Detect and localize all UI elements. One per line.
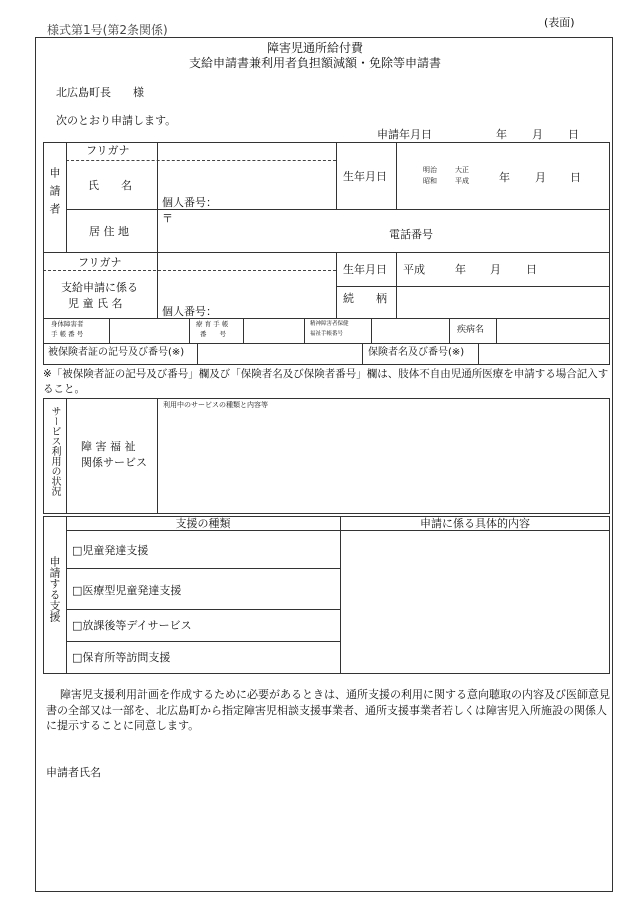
table-line — [336, 142, 337, 209]
rehab-cert-label-line2: 番 号 — [200, 330, 226, 338]
child-dob-era: 平成 — [403, 263, 425, 276]
table-line — [43, 318, 610, 319]
table-line — [371, 318, 372, 343]
child-dob-month: 月 — [490, 263, 501, 276]
application-date-day: 日 — [568, 128, 579, 141]
table-line — [243, 318, 244, 343]
support-option-after-school-day-service[interactable]: □放課後等デイサービス — [72, 619, 192, 632]
table-line — [609, 142, 610, 364]
table-line — [396, 252, 397, 318]
support-detail-header: 申請に係る具体的内容 — [420, 517, 530, 530]
insurer-label: 保険者名及び番号(※) — [368, 347, 465, 358]
table-line — [43, 142, 44, 364]
postal-mark: 〒 — [162, 212, 173, 225]
table-line — [43, 513, 610, 514]
applicant-dob-label: 生年月日 — [343, 170, 387, 183]
table-line — [43, 673, 610, 674]
physical-cert-label-line2: 手 帳 番 号 — [51, 330, 84, 338]
consent-statement: 障害児支援利用計画を作成するために必要があるときは、通所支援の利用に関する意向聴取の内容及び医師意見書の全部又は一部を、北広島町から指定障害児相談支援事業者、通所支援事業者若しくは障害児入所施設の関係人に提示することに同意します。 — [46, 688, 610, 733]
mental-cert-label-line2: 福祉手帳番号 — [310, 331, 344, 337]
era-meiji: 明治 — [423, 166, 437, 174]
table-line — [336, 286, 610, 287]
table-line — [340, 516, 341, 673]
form-number: 様式第1号(第2条関係) — [47, 23, 168, 37]
form-title-line2: 支給申請書兼利用者負担額減額・免除等申請書 — [188, 56, 441, 70]
table-line — [43, 270, 336, 271]
table-line — [66, 160, 336, 161]
table-line — [66, 516, 67, 673]
child-dob-day: 日 — [526, 263, 537, 276]
applicant-section-label: 申請者 — [48, 167, 61, 221]
table-line — [66, 641, 340, 642]
child-relation-label: 続 柄 — [343, 292, 387, 305]
disease-label: 疾病名 — [457, 325, 485, 335]
child-dob-year: 年 — [455, 263, 466, 276]
rehab-cert-label-line1: 療 育 手 帳 — [196, 320, 229, 328]
table-line — [449, 318, 450, 343]
mental-cert-label-line1: 精神障害者保健 — [310, 321, 349, 327]
table-line — [109, 318, 110, 343]
table-line — [496, 318, 497, 343]
era-taisho: 大正 — [455, 166, 469, 174]
table-line — [66, 568, 340, 569]
table-line — [304, 318, 305, 343]
applicant-signature-label: 申請者氏名 — [46, 766, 101, 779]
support-option-medical-child-development[interactable]: □医療型児童発達支援 — [72, 584, 182, 597]
era-heisei: 平成 — [455, 177, 469, 185]
table-line — [43, 142, 610, 143]
table-line — [43, 364, 610, 365]
table-line — [197, 343, 198, 364]
applicant-dob-month: 月 — [535, 171, 546, 184]
service-status-section-label: サービス利用の状況 — [49, 406, 60, 496]
applicant-dob-day: 日 — [570, 171, 581, 184]
insurance-note: ※「被保険者証の記号及び番号」欄及び「保険者名及び保険者番号」欄は、肢体不自由児通所医療を申請する場合記入すること。 — [43, 368, 609, 395]
table-line — [336, 252, 337, 318]
table-line — [66, 609, 340, 610]
physical-cert-label-line1: 身体障害者 — [51, 320, 84, 328]
applicant-dob-year: 年 — [499, 171, 510, 184]
table-line — [43, 516, 44, 673]
application-date-label: 申請年月日 — [377, 128, 432, 141]
applicant-furigana-label: フリガナ — [86, 144, 130, 157]
applicant-name-label: 氏 名 — [88, 179, 132, 192]
table-line — [43, 252, 610, 253]
service-category-line1: 障 害 福 祉 — [81, 440, 136, 453]
table-line — [478, 343, 479, 364]
table-line — [66, 209, 610, 210]
table-line — [66, 398, 67, 513]
application-date-month: 月 — [532, 128, 543, 141]
table-line — [609, 398, 610, 513]
side-label: (表面) — [544, 16, 575, 29]
form-title-line1: 障害児通所給付費 — [266, 41, 363, 55]
service-detail-label: 利用中のサービスの種類と内容等 — [163, 401, 268, 409]
application-date-year: 年 — [496, 128, 507, 141]
table-line — [66, 530, 610, 531]
table-line — [189, 318, 190, 343]
applicant-address-label: 居 住 地 — [89, 225, 129, 238]
table-line — [43, 398, 610, 399]
child-name-label-line1: 支給申請に係る — [61, 281, 138, 294]
era-showa: 昭和 — [423, 177, 437, 185]
applicant-personal-number-label: 個人番号： — [162, 196, 217, 209]
support-section-label: 申請する支援 — [48, 556, 61, 622]
child-furigana-label: フリガナ — [78, 256, 122, 269]
support-type-header: 支援の種類 — [175, 517, 231, 530]
table-line — [362, 343, 363, 364]
table-line — [157, 398, 158, 513]
support-option-nursery-visit-support[interactable]: □保育所等訪問支援 — [72, 651, 171, 664]
phone-label: 電話番号 — [389, 228, 433, 241]
support-option-child-development[interactable]: □児童発達支援 — [72, 544, 149, 557]
insured-number-label: 被保険者証の記号及び番号(※) — [48, 347, 185, 358]
table-line — [609, 516, 610, 673]
addressee: 北広島町長 様 — [56, 86, 144, 99]
table-line — [43, 343, 610, 344]
child-name-label-line2: 児 童 氏 名 — [68, 297, 123, 310]
intro-text: 次のとおり申請します。 — [56, 114, 177, 127]
child-dob-label: 生年月日 — [343, 263, 387, 276]
table-line — [396, 142, 397, 209]
table-line — [157, 142, 158, 318]
table-line — [66, 142, 67, 252]
child-personal-number-label: 個人番号： — [162, 305, 217, 318]
service-category-line2: 関係サービス — [81, 456, 147, 469]
table-line — [43, 398, 44, 513]
